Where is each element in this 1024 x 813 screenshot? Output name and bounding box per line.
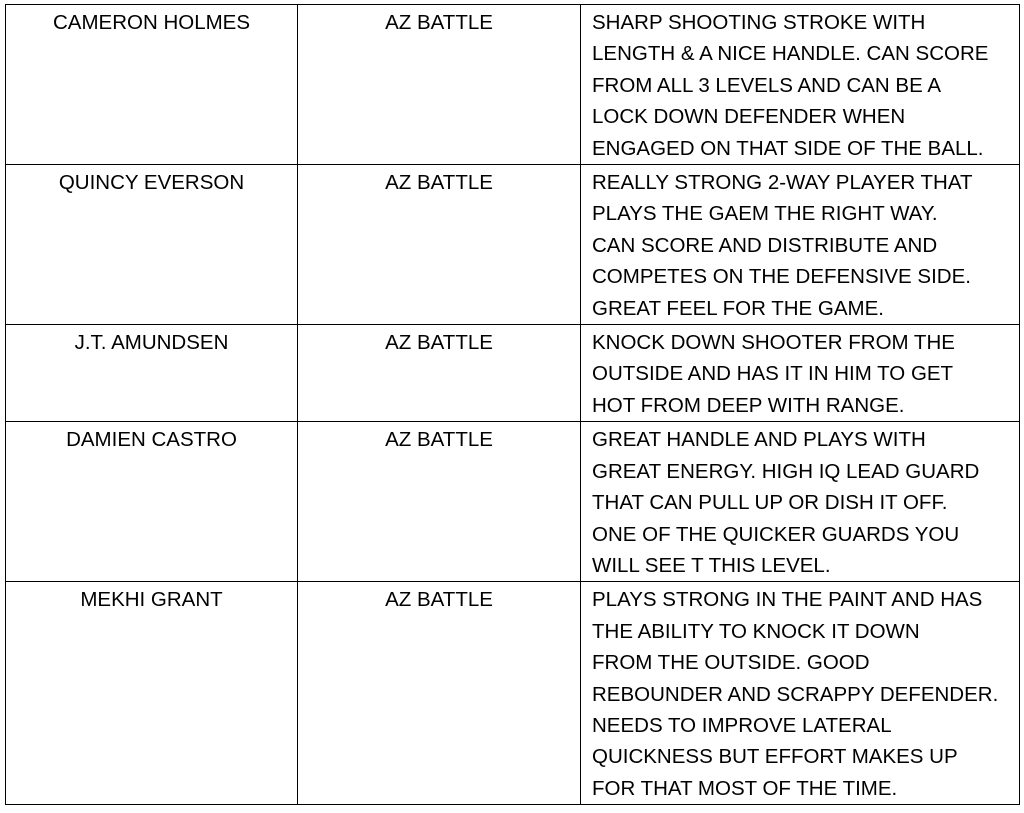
notes-line: GREAT HANDLE AND PLAYS WITH xyxy=(592,428,926,452)
notes-line: ONE OF THE QUICKER GUARDS YOU xyxy=(592,522,960,546)
player-team: AZ BATTLE xyxy=(298,325,581,422)
scouting-notes xyxy=(581,582,1020,805)
player-team: AZ BATTLE xyxy=(298,5,581,165)
notes-line: QUICKNESS BUT EFFORT MAKES UP xyxy=(592,745,958,769)
notes-line: KNOCK DOWN SHOOTER FROM THE xyxy=(592,331,955,355)
notes-line: GREAT ENERGY. HIGH IQ LEAD GUARD xyxy=(592,459,980,483)
notes-line: LENGTH & A NICE HANDLE. CAN SCORE xyxy=(592,42,989,66)
notes-line: PLAYS STRONG IN THE PAINT AND HAS xyxy=(592,588,983,612)
notes-line: FOR THAT MOST OF THE TIME. xyxy=(592,776,898,800)
notes-line: OUTSIDE AND HAS IT IN HIM TO GET xyxy=(592,362,954,386)
notes-line: THAT CAN PULL UP OR DISH IT OFF. xyxy=(592,491,948,515)
notes-line: COMPETES ON THE DEFENSIVE SIDE. xyxy=(592,265,971,289)
scouting-notes xyxy=(581,325,1020,422)
player-name: CAMERON HOLMES xyxy=(6,5,298,165)
notes-line: FROM ALL 3 LEVELS AND CAN BE A xyxy=(592,73,942,97)
player-name: MEKHI GRANT xyxy=(6,582,298,805)
notes-line: LOCK DOWN DEFENDER WHEN xyxy=(592,105,906,129)
notes-line: FROM THE OUTSIDE. GOOD xyxy=(592,651,870,675)
player-name: J.T. AMUNDSEN xyxy=(6,325,298,422)
table-row xyxy=(6,165,1020,325)
player-name: DAMIEN CASTRO xyxy=(6,422,298,582)
player-name: QUINCY EVERSON xyxy=(6,165,298,325)
notes-line: ENGAGED ON THAT SIDE OF THE BALL. xyxy=(592,136,984,160)
notes-line: SHARP SHOOTING STROKE WITH xyxy=(592,11,926,34)
notes-line: HOT FROM DEEP WITH RANGE. xyxy=(592,393,905,417)
notes-line: PLAYS THE GAEM THE RIGHT WAY. xyxy=(592,202,938,226)
table-row xyxy=(6,5,1020,165)
table-row xyxy=(6,582,1020,805)
scouting-table xyxy=(5,4,1020,805)
notes-line: REALLY STRONG 2-WAY PLAYER THAT xyxy=(592,171,973,195)
table-row xyxy=(6,422,1020,582)
player-team: AZ BATTLE xyxy=(298,165,581,325)
scouting-notes xyxy=(581,5,1020,165)
player-team: AZ BATTLE xyxy=(298,422,581,582)
notes-line: WILL SEE T THIS LEVEL. xyxy=(592,553,831,577)
notes-line: CAN SCORE AND DISTRIBUTE AND xyxy=(592,233,938,257)
notes-line: GREAT FEEL FOR THE GAME. xyxy=(592,296,884,320)
table-row xyxy=(6,325,1020,422)
notes-line: NEEDS TO IMPROVE LATERAL xyxy=(592,713,892,737)
scouting-notes xyxy=(581,422,1020,582)
notes-line: REBOUNDER AND SCRAPPY DEFENDER. xyxy=(592,682,999,706)
notes-line: THE ABILITY TO KNOCK IT DOWN xyxy=(592,619,920,643)
scouting-notes xyxy=(581,165,1020,325)
player-team: AZ BATTLE xyxy=(298,582,581,805)
